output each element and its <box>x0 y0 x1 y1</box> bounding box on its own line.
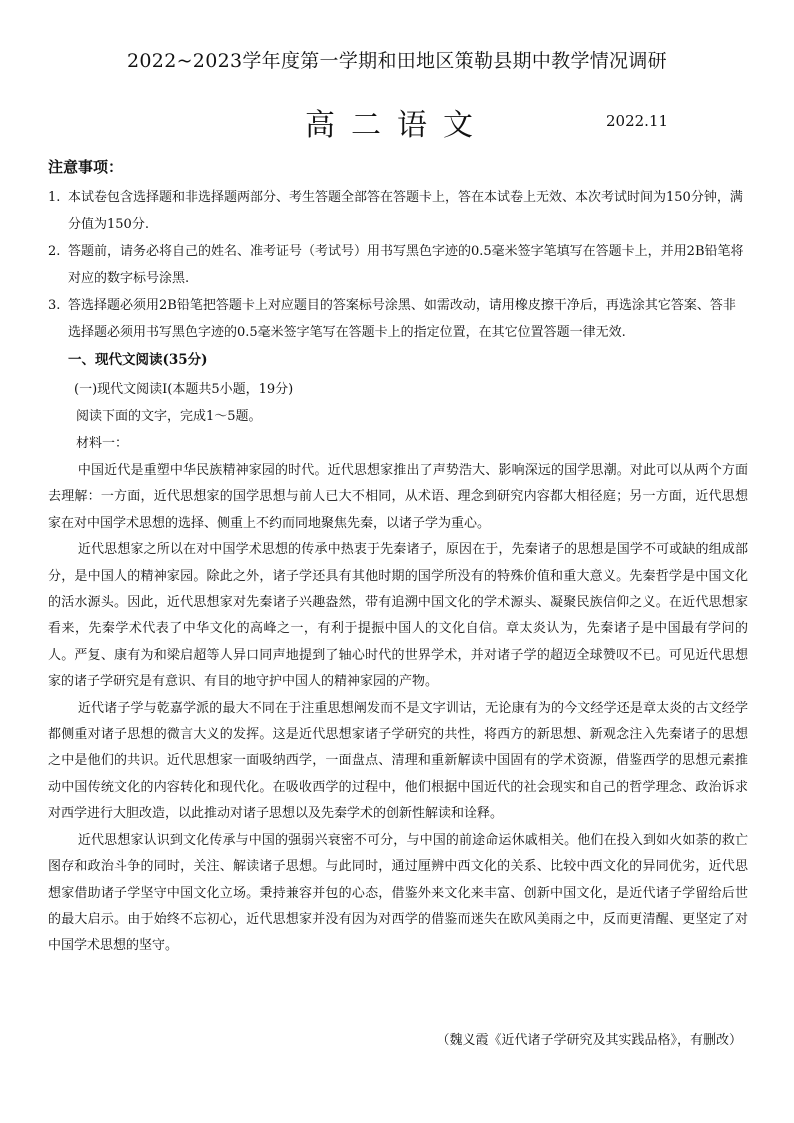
note-text: 本试卷包含选择题和非选择题两部分、考生答题全部答在答题卡上，答在本试卷上无效、本次考试时间为150分钟，满分值为150分. <box>68 190 743 232</box>
note-number: 1. <box>48 190 61 205</box>
paragraph: 中国近代是重塑中华民族精神家园的时代。近代思想家推出了声势浩大、影响深远的国学思潮。对此可以从两个方面去理解：一方面，近代思想家的国学思想与前人已大不相同，从术语、理念到研究内容都大相径庭；另一方面，近代思想家在对中国学术思想的选择、侧重上不约而同地聚焦先秦，以诸子学为重心。 <box>48 463 748 531</box>
note-text: 答选择题必须用2B铅笔把答题卡上对应题目的答案标号涂黑、如需改动，请用橡皮擦干净后，再选涂其它答案、答非选择题必须用书写黑色字迹的0.5毫米签字笔写在答题卡上的指定位置，在其它位置答题一律无效. <box>68 298 736 340</box>
material-label: 材料一： <box>76 436 129 451</box>
subject-title: 高二语文 <box>305 108 489 143</box>
paragraph: 近代思想家认识到文化传承与中国的强弱兴衰密不可分，与中国的前途命运休戚相关。他们在投入到如火如荼的救亡图存和政治斗争的同时，关注、解读诸子思想。与此同时，通过厘辨中西文化的关系、比较中西文化的异同优劣，近代思想家借助诸子学坚守中国文化立场。秉持兼容并包的心态，借鉴外来文化来丰富、创新中国文化，是近代诸子学留给后世的最大启示。由于始终不忘初心，近代思想家并没有因为对西学的借鉴而迷失在欧风美雨之中，反而更清醒、更坚定了对中国学术思想的坚守。 <box>48 832 748 954</box>
paragraph: 近代诸子学与乾嘉学派的最大不同在于注重思想阐发而不是文字训诂，无论康有为的今文经学还是章太炎的古文经学都侧重对诸子思想的微言大义的发挥。这是近代思想家诸子学研究的共性，将西方的新思想、新观念注入先秦诸子的思想之中是他们的共识。近代思想家一面吸纳西学，一面盘点、清理和重新解读中国固有的学术资源，借鉴西学的思想元素推动中国传统文化的内容转化和现代化。在吸收西学的过程中，他们根据中国近代的社会现实和自己的哲学理念、政治诉求对西学进行大胆改造，以此推动对诸子思想以及先秦学术的创新性解读和诠释。 <box>48 700 748 822</box>
paragraph: 近代思想家之所以在对中国学术思想的传承中热衷于先秦诸子，原因在于，先秦诸子的思想是国学不可或缺的组成部分，是中国人的精神家园。除此之外，诸子学还具有其他时期的国学所没有的特殊价值和重大意义。先秦哲学是中国文化的活水源头。因此，近代思想家对先秦诸子兴趣盎然，带有追溯中国文化的学术源头、凝聚民族信仰之义。在近代思想家看来，先秦学术代表了中华文化的高峰之一，有利于提振中国人的文化自信。章太炎认为，先秦诸子是中国最有学问的人。严复、康有为和梁启超等人异口同声地提到了轴心时代的世界学术，并对诸子学的超迈全球赞叹不已。可见近代思想家的诸子学研究是有意识、有目的地守护中国人的精神家园的产物。 <box>48 542 748 690</box>
note-number: 2. <box>48 244 61 259</box>
note-text: 答题前，请务必将自己的姓名、准考证号（考试号）用书写黑色字迹的0.5毫米签字笔填写在答题卡上，并用2B铅笔将对应的数字标号涂黑. <box>68 244 744 286</box>
note-number: 3. <box>48 298 61 313</box>
source-citation: （魏义霞《近代诸子学研究及其实践品格》，有删改） <box>436 1033 742 1048</box>
note-item <box>48 184 748 238</box>
subject-row <box>0 100 794 143</box>
notes-title: 注意事项： <box>48 158 124 176</box>
article-body <box>48 458 748 960</box>
exam-date: 2022.11 <box>606 112 669 130</box>
notes-list <box>48 184 748 346</box>
note-item <box>48 292 748 346</box>
section-heading: 一、现代文阅读(35分) <box>68 352 208 368</box>
subsection-heading: (一)现代文阅读Ⅰ(本题共5小题，19分) <box>74 382 294 397</box>
note-item <box>48 238 748 292</box>
instruction-text: 阅读下面的文字，完成1～5题。 <box>76 409 262 424</box>
exam-title: 2022~2023学年度第一学期和田地区策勒县期中教学情况调研 <box>127 50 667 72</box>
